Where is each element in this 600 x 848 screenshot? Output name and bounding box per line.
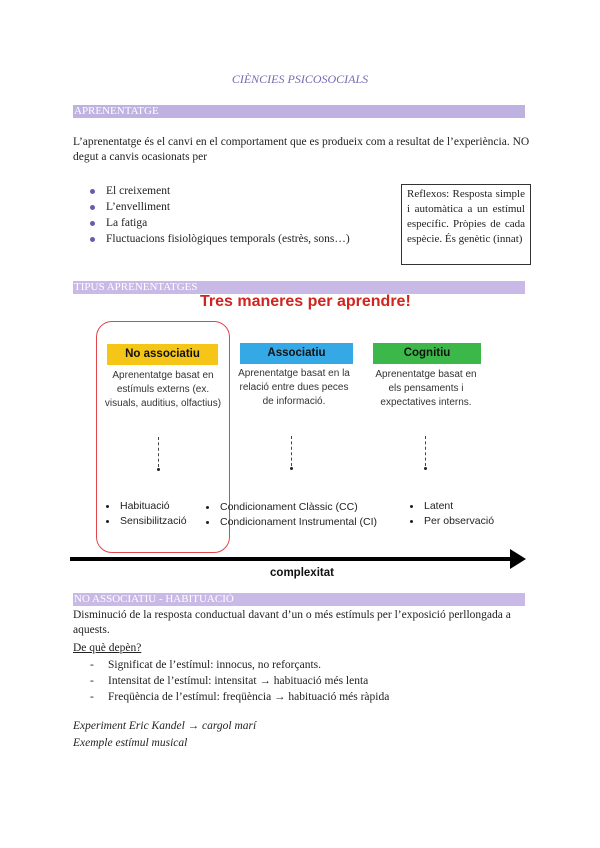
- experiment-note: Experiment Eric Kandel → cargol marí: [73, 720, 257, 732]
- list-item: Per observació: [408, 514, 494, 529]
- factors-list: [90, 657, 389, 705]
- complexity-axis: [70, 557, 512, 561]
- exclusions-list: [88, 183, 350, 247]
- list-item: Sensibilització: [104, 514, 187, 529]
- category-description: Aprenentatge basat en estímuls externs (ex. visuals, auditius, olfactius): [104, 370, 222, 409]
- diagram-title: Tres maneres per aprendre!: [200, 293, 411, 310]
- category-description: Aprenentatge basat en la relació entre dues peces de informació.: [238, 368, 350, 407]
- category-no-associatiu: No associatiu: [107, 344, 218, 365]
- axis-label: complexitat: [270, 567, 334, 579]
- bullet-icon: [90, 221, 95, 226]
- category-items: [408, 499, 494, 529]
- bullet-icon: [90, 189, 95, 194]
- list-item: - Significat de l’estímul: innocus, no reforçants.: [90, 659, 322, 671]
- bullet-icon: [90, 205, 95, 210]
- category-items: [204, 500, 377, 530]
- category-items: [104, 499, 187, 529]
- reflex-note-box: Reflexos: Resposta simple i automàtica a un estímul específic. Pròpies de cada espècie. És genètic (innat): [401, 184, 531, 265]
- connector-line: [425, 436, 426, 466]
- connector-end: [424, 467, 427, 470]
- list-item: L’envelliment: [88, 199, 350, 215]
- document-title: CIÈNCIES PSICOSOCIALS: [231, 72, 369, 86]
- list-item: Habituació: [104, 499, 187, 514]
- habituation-definition: Disminució de la resposta conductual davant d’un o més estímuls per l’exposició perllongada a aquests.: [73, 609, 511, 636]
- connector-line: [158, 437, 159, 467]
- category-associatiu: Associatiu: [240, 343, 353, 364]
- category-cognitiu: Cognitiu: [373, 343, 481, 364]
- bullet-icon: [410, 520, 413, 523]
- section-heading-habituacio: NO ASSOCIATIU - HABITUACIÓ: [73, 593, 525, 606]
- list-item: Condicionament Instrumental (CI): [204, 515, 377, 530]
- section-heading-tipus: TIPUS APRENENTATGES: [73, 281, 525, 294]
- list-item: El creixement: [88, 183, 350, 199]
- arrow-right-icon: [510, 549, 526, 569]
- list-item: La fatiga: [88, 215, 350, 231]
- bullet-icon: [410, 505, 413, 508]
- bullet-icon: [106, 520, 109, 523]
- list-item: Condicionament Clàssic (CC): [204, 500, 377, 515]
- bullet-icon: [106, 505, 109, 508]
- connector-end: [157, 468, 160, 471]
- bullet-icon: [206, 521, 209, 524]
- learning-definition: L’aprenentatge és el canvi en el comportament que es produeix com a resultat de l’experiència. NO degut a canvis ocasionats per: [73, 136, 530, 163]
- category-description: Aprenentatge basat en els pensaments i expectatives interns.: [375, 369, 477, 408]
- connector-line: [291, 436, 292, 466]
- bullet-icon: [90, 237, 95, 242]
- connector-end: [290, 467, 293, 470]
- list-item: - Intensitat de l’estímul: intensitat → habituació més lenta: [90, 675, 369, 687]
- bullet-icon: [206, 506, 209, 509]
- section-heading-aprenentatge: APRENENTATGE: [73, 105, 525, 118]
- list-item: Latent: [408, 499, 494, 514]
- subheading: De què depèn?: [73, 642, 142, 654]
- list-item: - Freqüència de l’estímul: freqüència → habituació més ràpida: [90, 691, 390, 703]
- list-item: Fluctuacions fisiològiques temporals (estrès, sons…): [88, 231, 350, 247]
- example-note: Exemple estímul musical: [73, 737, 188, 749]
